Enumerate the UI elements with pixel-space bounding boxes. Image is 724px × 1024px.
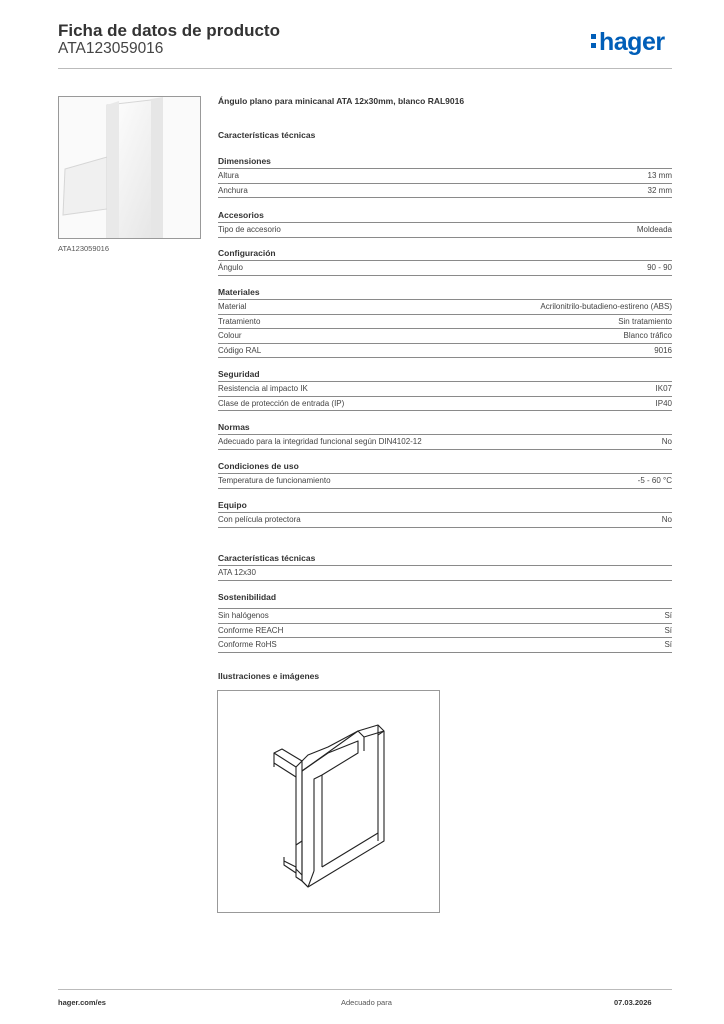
spec-value: IK07 (655, 384, 672, 393)
spec-value: IP40 (655, 398, 672, 408)
spec-key: Colour (218, 331, 242, 340)
spec-value: Blanco tráfico (623, 331, 672, 340)
spec-row (218, 513, 672, 528)
section-equipo: Equipo (218, 500, 247, 510)
section-caracteristicas-tecnicas: Características técnicas (218, 130, 316, 140)
spec-key: ATA 12x30 (218, 568, 256, 577)
spec-value: Sin tratamiento (618, 316, 672, 326)
spec-row (218, 315, 672, 330)
spec-value: No (661, 437, 672, 446)
section-configuracion: Configuración (218, 248, 276, 258)
product-code: ATA123059016 (58, 40, 164, 57)
spec-value: 9016 (654, 345, 672, 355)
spec-row (218, 300, 672, 315)
hager-logo[interactable] (591, 28, 665, 57)
spec-row (218, 397, 672, 412)
spec-row (218, 329, 672, 344)
thumbnail-caption: ATA123059016 (58, 244, 110, 253)
spec-value: Sí (664, 611, 672, 620)
spec-key: Altura (218, 171, 239, 180)
spec-row (218, 344, 672, 359)
section-condiciones-de-uso: Condiciones de uso (218, 461, 299, 471)
spec-value: -5 - 60 °C (637, 476, 672, 485)
product-illustration (217, 690, 440, 913)
spec-value: Sí (664, 625, 672, 635)
spec-value: Acrilonitrilo-butadieno-estireno (ABS) (540, 302, 672, 311)
spec-row (218, 566, 672, 581)
section-dimensiones: Dimensiones (218, 156, 271, 166)
spec-value: Moldeada (636, 225, 672, 234)
spec-row (218, 638, 672, 653)
spec-row (218, 474, 672, 489)
spec-key: Resistencia al impacto IK (218, 384, 308, 393)
section-ilustraciones: Ilustraciones e imágenes (218, 671, 320, 681)
spec-key: Temperatura de funcionamiento (218, 476, 331, 485)
section-normas: Normas (218, 422, 250, 432)
section-caracteristicas-tecnicas-2: Características técnicas (218, 553, 316, 563)
logo-dots-icon (591, 34, 597, 48)
spec-key: Código RAL (218, 345, 262, 355)
footer-divider (58, 989, 672, 990)
product-title: Ángulo plano para minicanal ATA 12x30mm, blanco RAL9016 (218, 96, 465, 106)
spec-row (218, 435, 672, 450)
spec-key: Tratamiento (218, 316, 261, 326)
footer-note: Adecuado para (341, 998, 392, 1007)
product-thumbnail (58, 96, 201, 239)
spec-key: Clase de protección de entrada (IP) (218, 398, 345, 408)
flat-angle-photo-icon (59, 97, 201, 239)
spec-value: 90 - 90 (647, 263, 672, 272)
section-seguridad: Seguridad (218, 369, 260, 379)
footer-date: 07.03.2026 (614, 998, 652, 1007)
spec-key: Anchura (218, 185, 248, 195)
page-title: Ficha de datos de producto (58, 21, 280, 40)
spec-key: Material (218, 302, 247, 311)
spec-key: Adecuado para la integridad funcional según DIN4102-12 (218, 437, 422, 446)
spec-key: Conforme RoHS (218, 640, 277, 649)
spec-key: Sin halógenos (218, 611, 269, 620)
spec-key: Conforme REACH (218, 625, 284, 635)
spec-row (218, 609, 672, 624)
footer-website-link[interactable]: hager.com/es (58, 998, 106, 1007)
flat-angle-drawing-icon (218, 691, 441, 914)
spec-key: Ángulo (218, 263, 243, 272)
spec-row (218, 169, 672, 184)
spec-value: Sí (664, 640, 672, 649)
spec-value: No (661, 515, 672, 524)
spec-key: Con película protectora (218, 515, 301, 524)
spec-value: 13 mm (647, 171, 672, 180)
section-sostenibilidad: Sostenibilidad (218, 592, 277, 602)
spec-row (218, 261, 672, 276)
spec-row (218, 624, 672, 639)
logo-text: hager (599, 28, 665, 56)
section-materiales: Materiales (218, 287, 260, 297)
spec-key: Tipo de accesorio (218, 225, 281, 234)
spec-row (218, 184, 672, 199)
spec-row (218, 382, 672, 397)
header-divider (58, 68, 672, 69)
spec-row (218, 223, 672, 238)
section-accesorios: Accesorios (218, 210, 264, 220)
spec-value: 32 mm (647, 185, 672, 195)
